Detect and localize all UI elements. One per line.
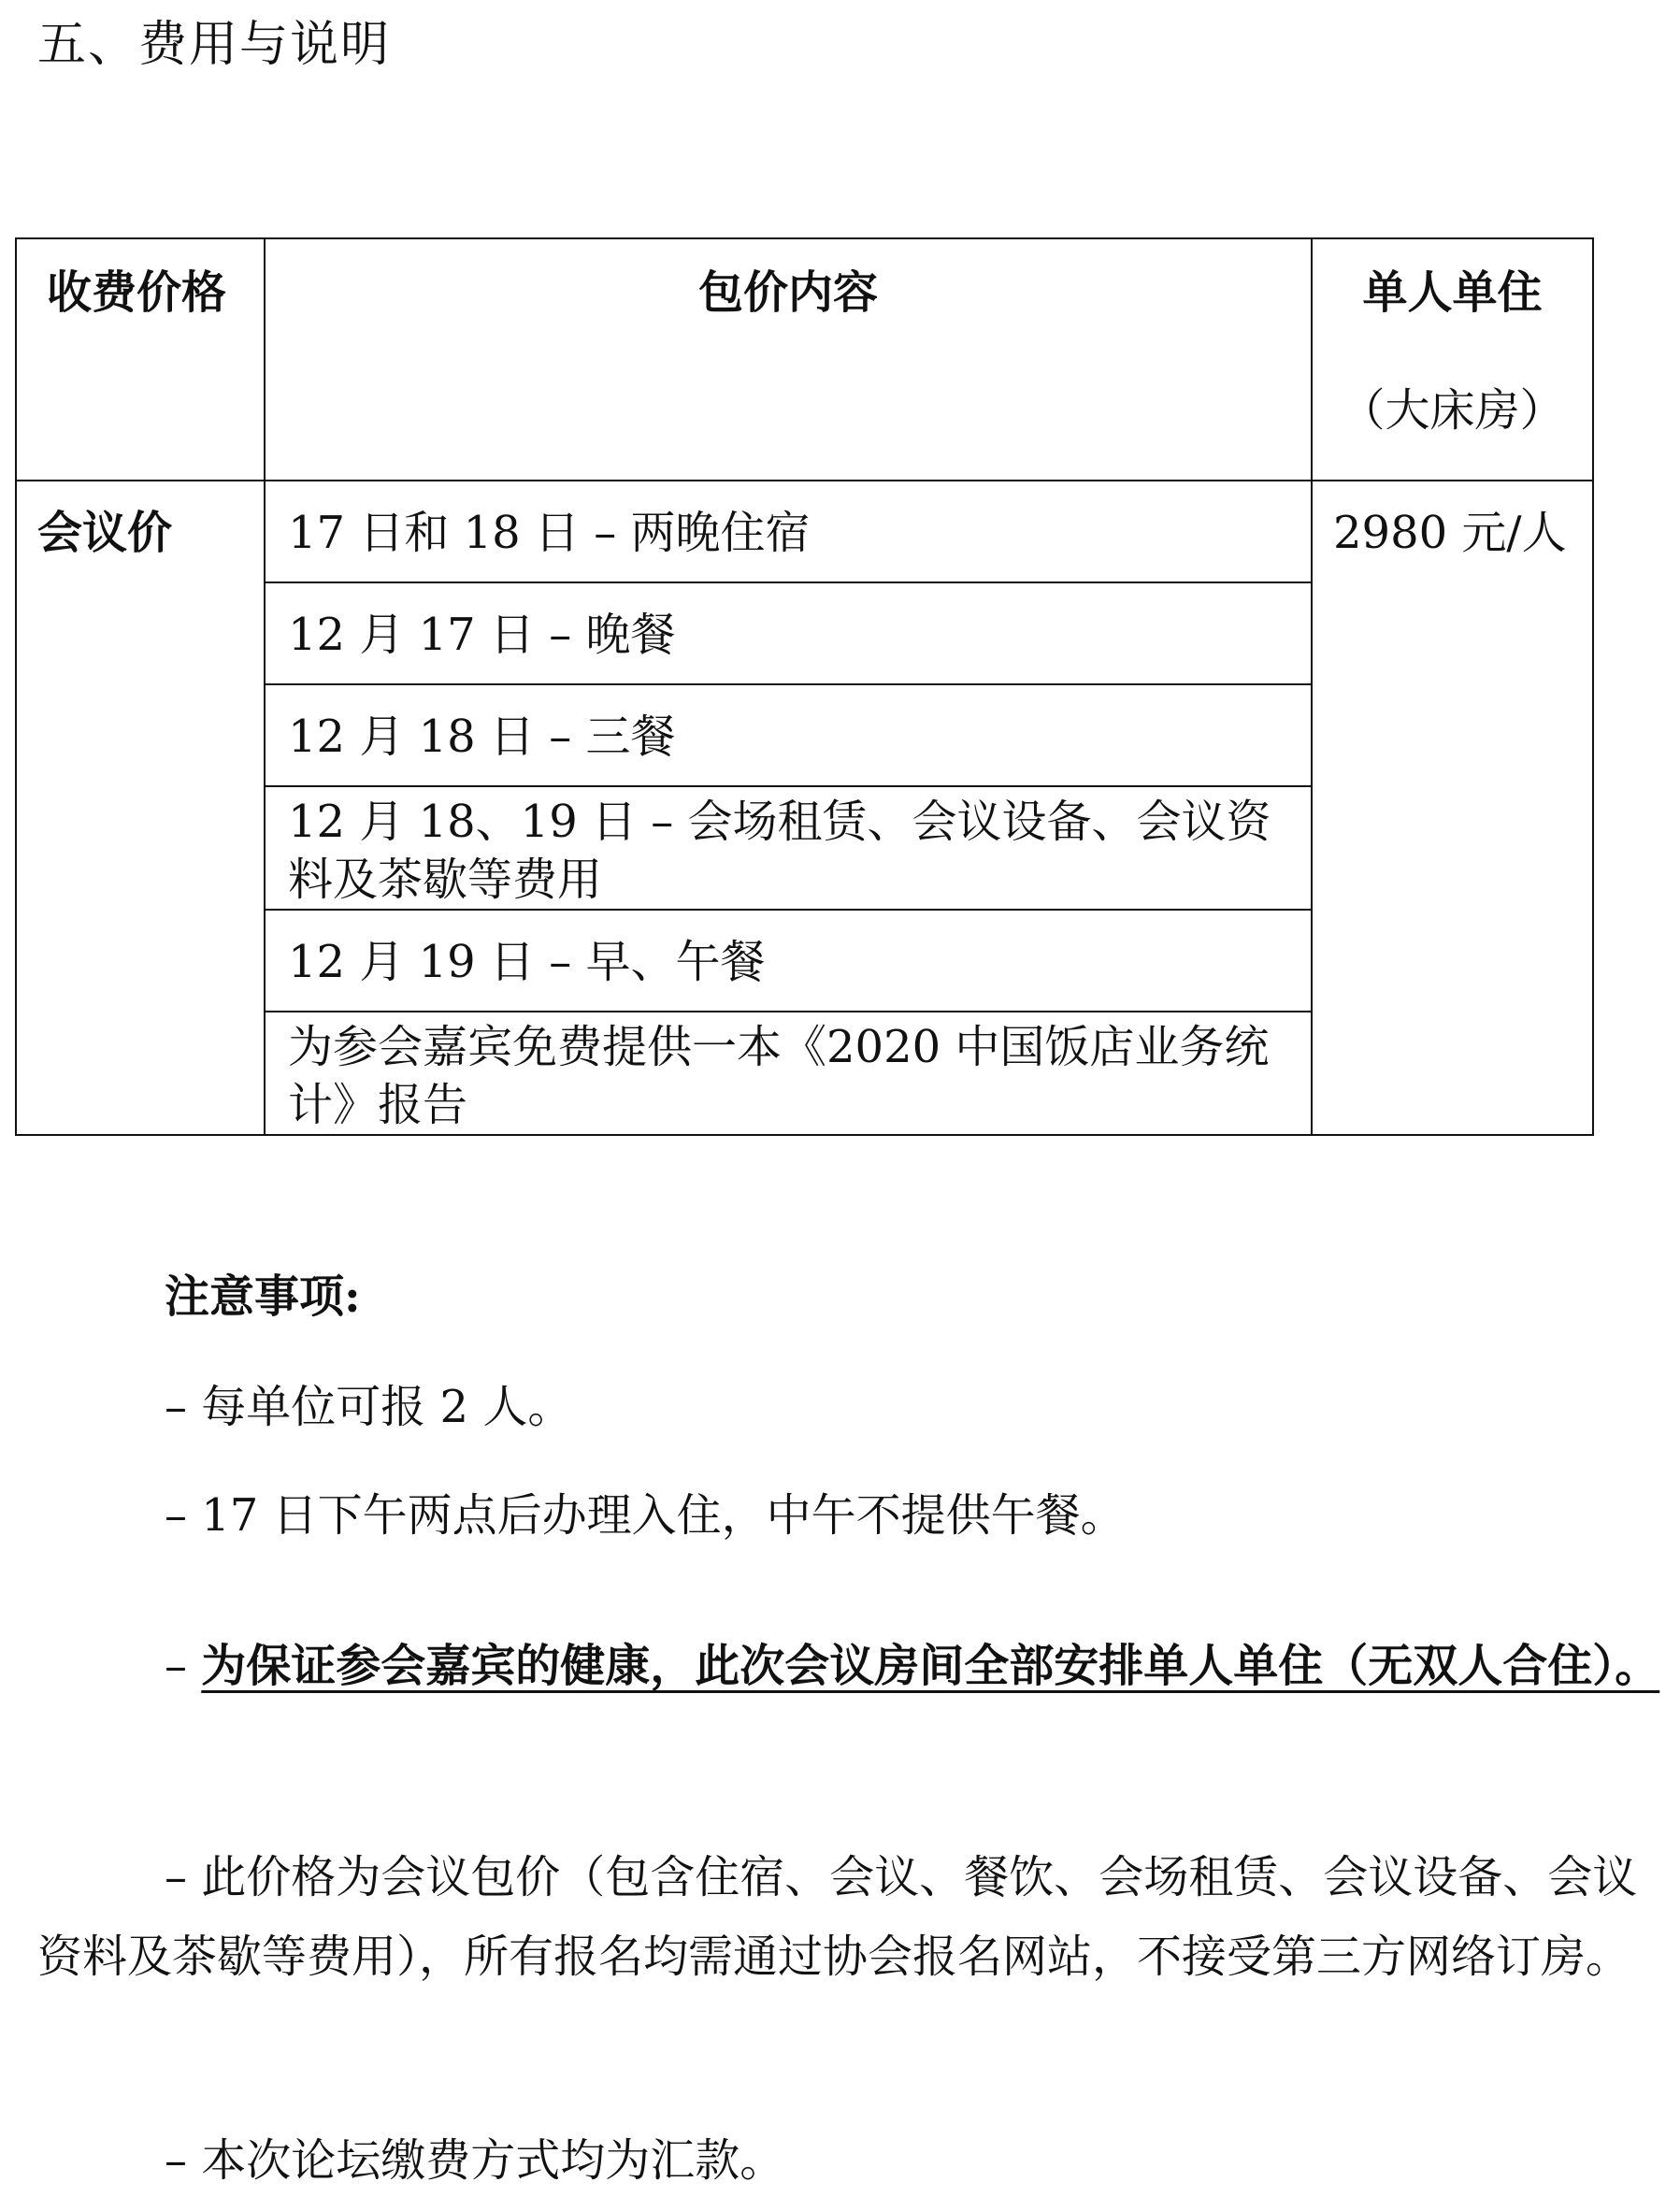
package-item: 为参会嘉宾免费提供一本《2020 中国饭店业务统计》报告: [265, 1012, 1312, 1135]
table-header-row: [16, 238, 1593, 481]
note-underlined-text: 为保证参会嘉宾的健康，此次会议房间全部安排单人单住（无双人合住）。: [201, 1640, 1660, 1692]
note-item-highlight: [37, 1617, 1664, 1715]
section-heading: 五、费用与说明: [37, 17, 392, 73]
header-price: 收费价格: [16, 238, 265, 481]
header-room-line1: 单人单住: [1362, 266, 1543, 319]
package-item: 12 月 17 日 – 晚餐: [265, 582, 1312, 684]
header-room: [1312, 238, 1593, 481]
price-type-cell: 会议价: [16, 481, 265, 1135]
room-price-cell: 2980 元/人: [1312, 481, 1593, 1135]
package-item: 12 月 19 日 – 早、午餐: [265, 910, 1312, 1012]
header-room-line2: （大床房）: [1340, 384, 1565, 437]
package-item: 17 日和 18 日 – 两晚住宿: [265, 481, 1312, 582]
note-item: – 每单位可报 2 人。: [165, 1381, 573, 1433]
header-content: 包价内容: [265, 238, 1312, 481]
note-item: – 17 日下午两点后办理入住，中午不提供午餐。: [165, 1489, 1126, 1542]
table-row: [16, 481, 1593, 582]
note-item: – 本次论坛缴费方式均为汇款。: [165, 2134, 785, 2187]
package-item: 12 月 18、19 日 – 会场租赁、会议设备、会议资料及茶歇等费用: [265, 786, 1312, 910]
fee-table: [15, 237, 1594, 1136]
notes-title: 注意事项:: [165, 1271, 361, 1323]
package-item: 12 月 18 日 – 三餐: [265, 684, 1312, 786]
note-item: – 此价格为会议包价（包含住宿、会议、餐饮、会场租赁、会议设备、会议资料及茶歇等费用），所有报名均需通过协会报名网站，不接受第三方网络订房。: [37, 1851, 1638, 1983]
note-dash: –: [165, 1640, 202, 1692]
